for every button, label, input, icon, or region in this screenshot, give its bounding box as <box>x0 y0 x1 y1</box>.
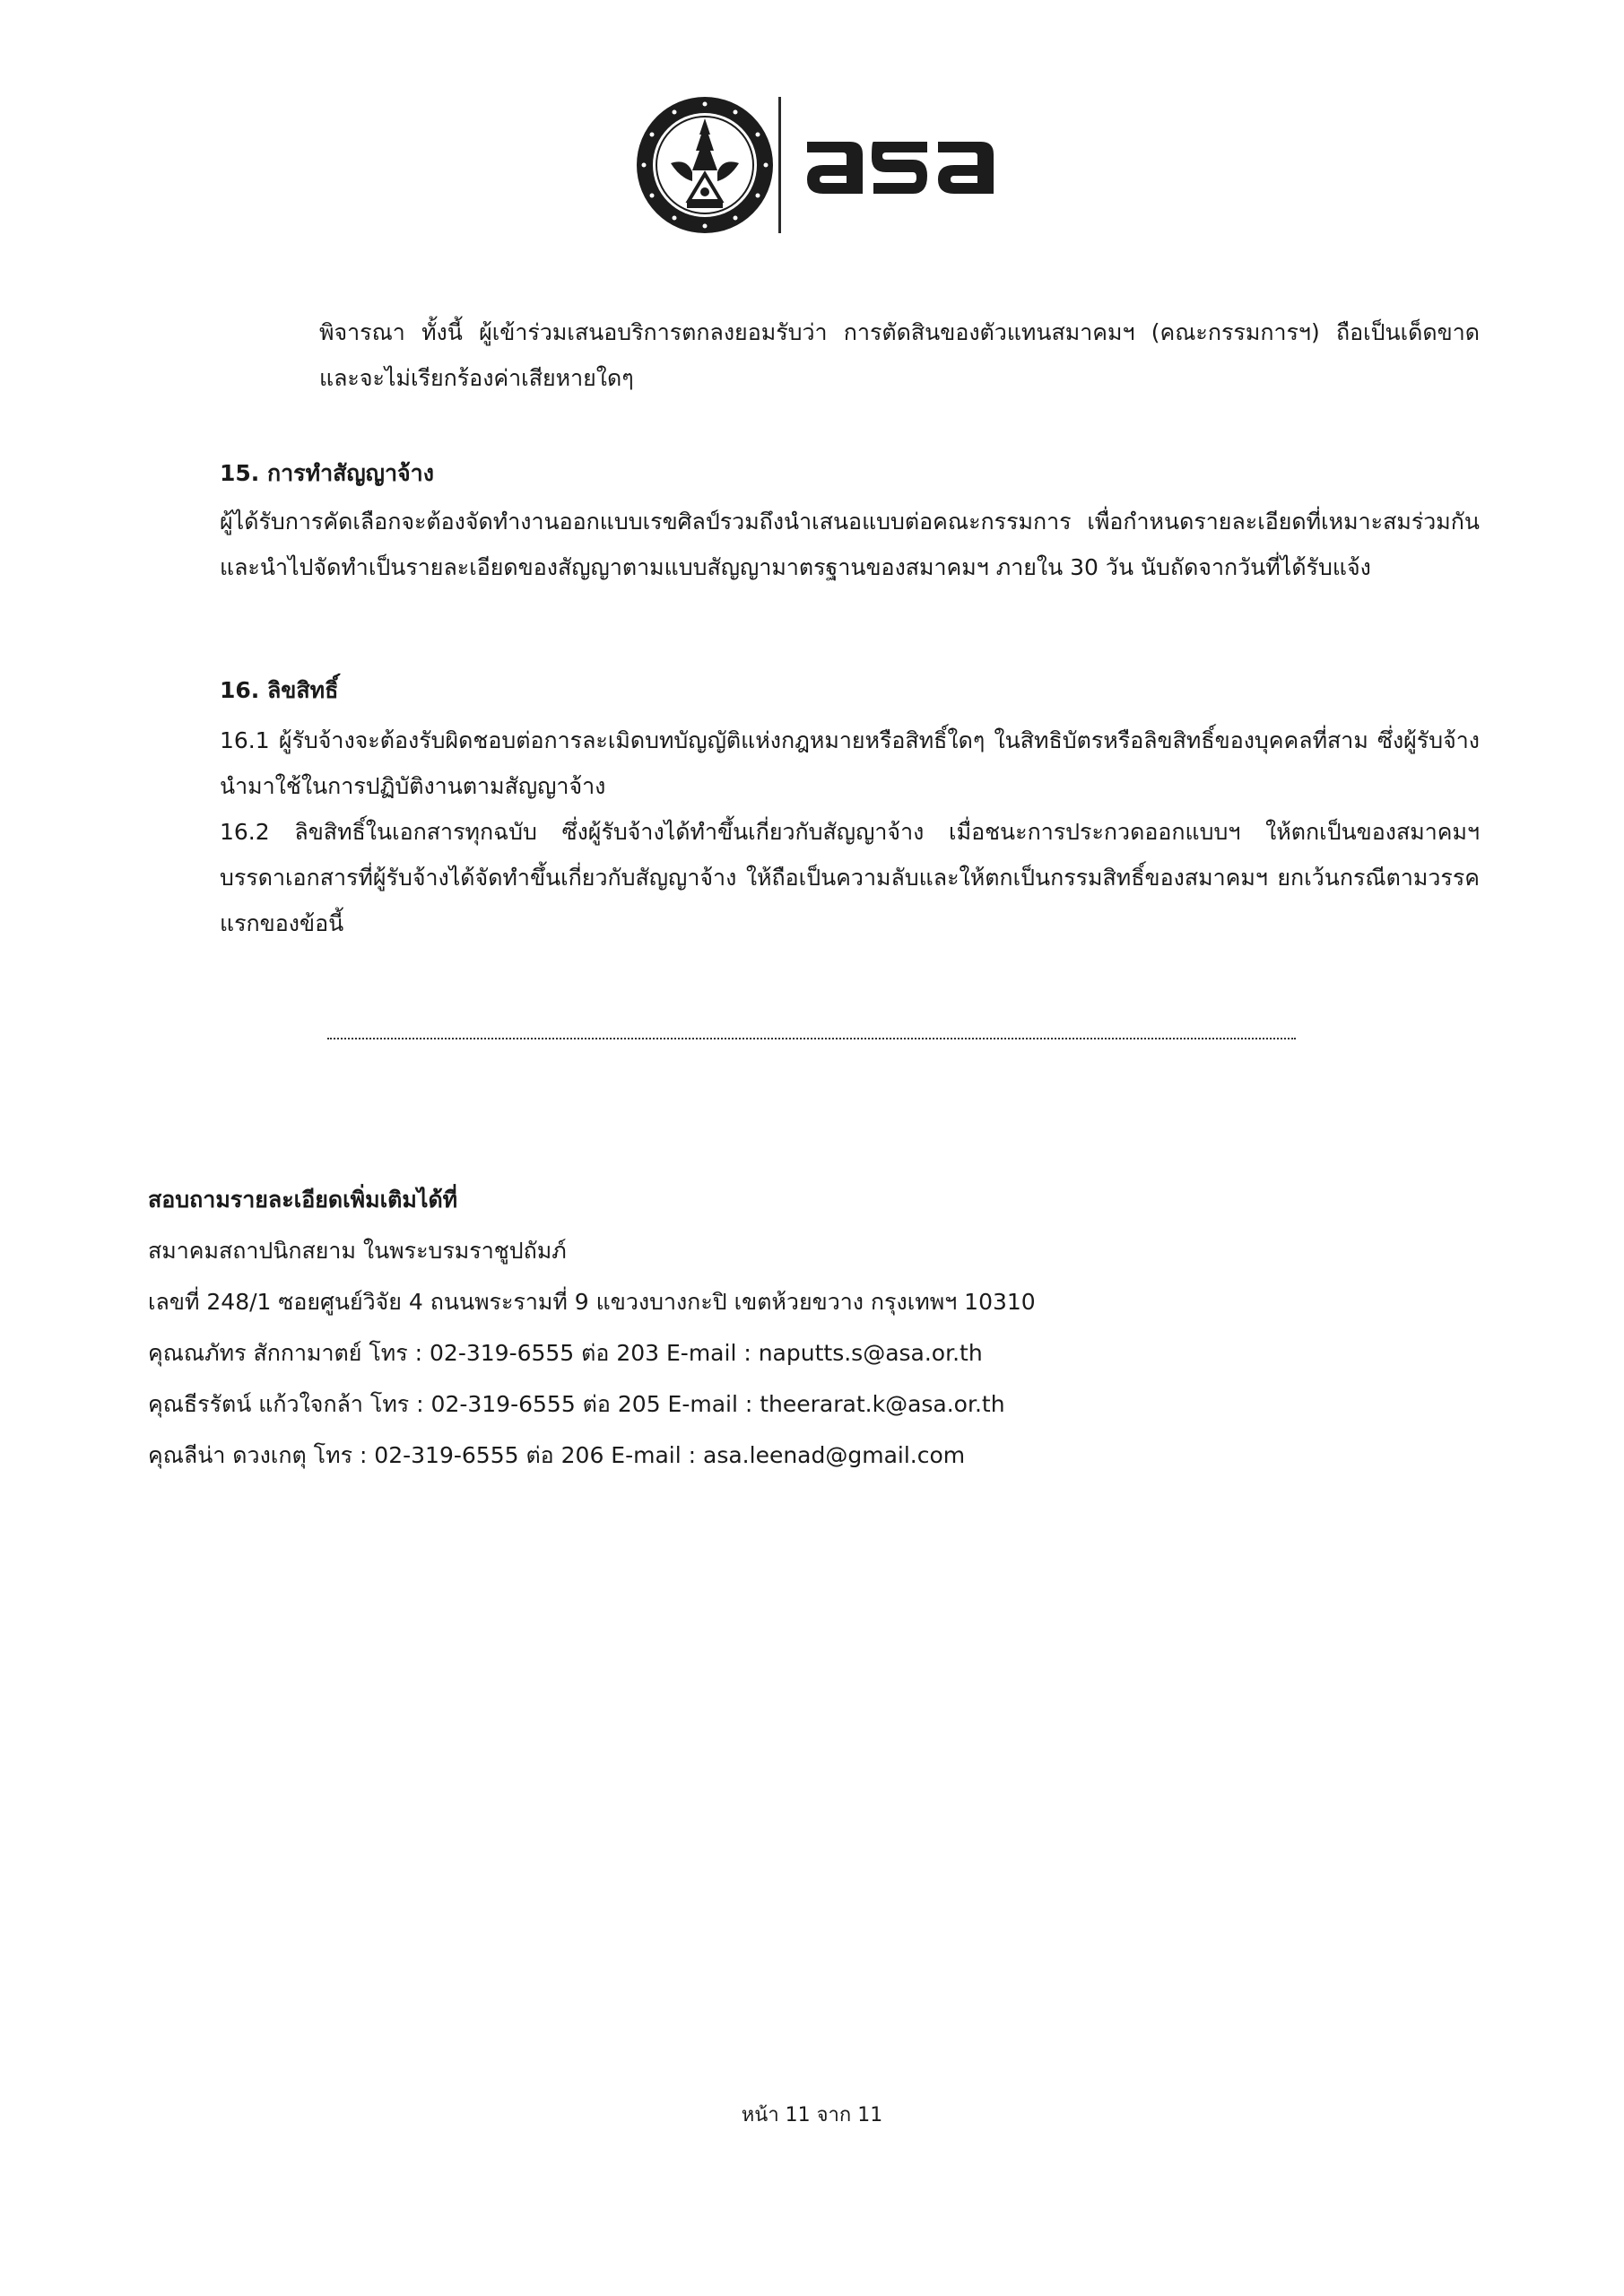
dotted-separator <box>327 1038 1296 1039</box>
logo-divider <box>778 97 781 233</box>
asa-wordmark-logo <box>800 124 1006 206</box>
header-logo <box>635 90 1012 242</box>
contact-block <box>148 1175 1314 1481</box>
asa-seal-logo <box>635 95 775 235</box>
contact-person-1: คุณณภัทร สักกามาตย์ โทร : 02-319-6555 ต่อ 203 E-mail : naputts.s@asa.or.th <box>148 1340 983 1366</box>
section-15-body: ผู้ได้รับการคัดเลือกจะต้องจัดทำงานออกแบบเรขศิลป์รวมถึงนำเสนอแบบต่อคณะกรรมการ เพื่อกำหนดรายละเอียดที่เหมาะสมร่วมกัน และนำไปจัดทำเป็นรายละเอียดของสัญญาตามแบบสัญญามาตรฐานของสมาคมฯ ภายใน 30 วัน นับถัดจากวันที่ได้รับแจ้ง <box>220 509 1480 580</box>
section-16-1-body: 16.1 ผู้รับจ้างจะต้องรับผิดชอบต่อการละเมิดบทบัญญัติแห่งกฎหมายหรือสิทธิ์ใดๆ ในสิทธิบัตรหรือลิขสิทธิ์ของบุคคลที่สาม ซึ่งผู้รับจ้างนำมาใช้ในการปฏิบัติงานตามสัญญาจ้าง <box>220 727 1480 799</box>
continuation-paragraph: พิจารณา ทั้งนี้ ผู้เข้าร่วมเสนอบริการตกลงยอมรับว่า การตัดสินของตัวแทนสมาคมฯ (คณะกรรมการฯ) ถือเป็นเด็ดขาด และจะไม่เรียกร้องค่าเสียหายใดๆ <box>319 319 1480 391</box>
section-15-heading: 15. การทำสัญญาจ้าง <box>220 460 434 486</box>
contact-person-2: คุณธีรรัตน์ แก้วใจกล้า โทร : 02-319-6555 ต่อ 205 E-mail : theerarat.k@asa.or.th <box>148 1391 1005 1417</box>
contact-title: สอบถามรายละเอียดเพิ่มเติมได้ที่ <box>148 1187 458 1213</box>
page-number: หน้า 11 จาก 11 <box>741 2104 883 2126</box>
section-16-2-body: 16.2 ลิขสิทธิ์ในเอกสารทุกฉบับ ซึ่งผู้รับจ้างได้ทำขึ้นเกี่ยวกับสัญญาจ้าง เมื่อชนะการประกวดออกแบบฯ ให้ตกเป็นของสมาคมฯ บรรดาเอกสารที่ผู้รับจ้างได้จัดทำขึ้นเกี่ยวกับสัญญาจ้าง ให้ถือเป็นความลับและให้ตกเป็นกรรมสิทธิ์ของสมาคมฯ ยกเว้นกรณีตามวรรคแรกของข้อนี้ <box>220 819 1480 936</box>
contact-organization: สมาคมสถาปนิกสยาม ในพระบรมราชูปถัมภ์ <box>148 1238 567 1264</box>
section-16-heading: 16. ลิขสิทธิ์ <box>220 677 339 703</box>
contact-address: เลขที่ 248/1 ซอยศูนย์วิจัย 4 ถนนพระรามที่ 9 แขวงบางกะปิ เขตห้วยขวาง กรุงเทพฯ 10310 <box>148 1289 1036 1315</box>
contact-person-3: คุณลีน่า ดวงเกตุ โทร : 02-319-6555 ต่อ 206 E-mail : asa.leenad@gmail.com <box>148 1442 966 1468</box>
